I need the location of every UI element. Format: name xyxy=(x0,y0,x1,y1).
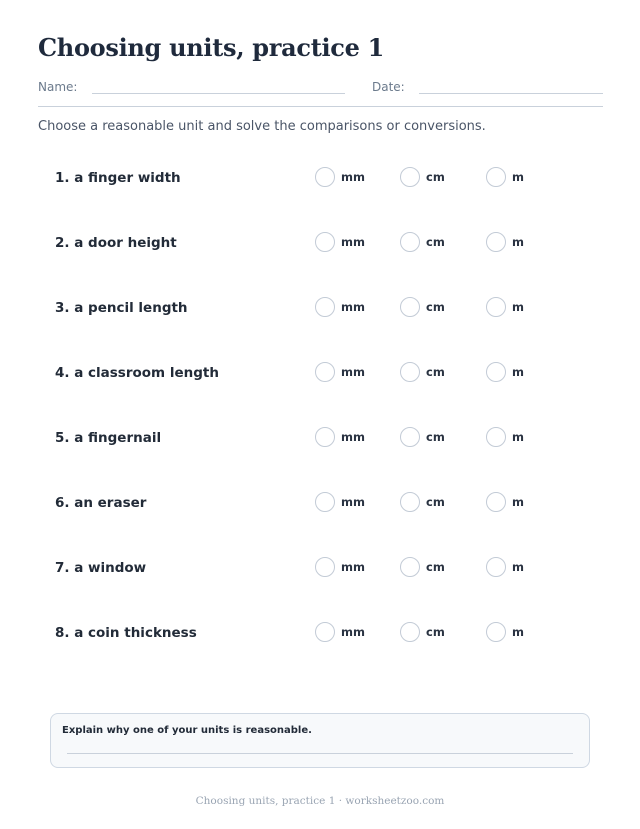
unit-option-label: cm xyxy=(426,625,445,639)
radio-button[interactable] xyxy=(315,557,335,577)
unit-option-label: mm xyxy=(341,235,365,249)
unit-option-label: m xyxy=(512,365,524,379)
page-title: Choosing units, practice 1 xyxy=(38,33,385,62)
unit-option-label: mm xyxy=(341,625,365,639)
question-row xyxy=(55,492,575,518)
radio-button[interactable] xyxy=(315,492,335,512)
question-text: 2. a door height xyxy=(55,235,177,251)
radio-button[interactable] xyxy=(400,557,420,577)
radio-button[interactable] xyxy=(486,297,506,317)
explain-prompt: Explain why one of your units is reasonable. xyxy=(62,725,312,736)
radio-button[interactable] xyxy=(486,232,506,252)
unit-option-label: mm xyxy=(341,560,365,574)
radio-button[interactable] xyxy=(486,557,506,577)
explain-answer-line[interactable] xyxy=(67,753,573,754)
radio-button[interactable] xyxy=(486,622,506,642)
unit-option-label: mm xyxy=(341,365,365,379)
radio-button[interactable] xyxy=(400,427,420,447)
question-text: 5. a fingernail xyxy=(55,430,162,446)
radio-button[interactable] xyxy=(486,362,506,382)
unit-option-label: mm xyxy=(341,300,365,314)
explain-box xyxy=(50,713,590,768)
unit-option-label: cm xyxy=(426,365,445,379)
question-row xyxy=(55,297,575,323)
radio-button[interactable] xyxy=(400,232,420,252)
name-field[interactable] xyxy=(92,93,345,94)
unit-option-label: m xyxy=(512,625,524,639)
unit-option-label: m xyxy=(512,300,524,314)
question-text: 8. a coin thickness xyxy=(55,625,197,641)
unit-option-label: mm xyxy=(341,170,365,184)
name-label: Name: xyxy=(38,80,78,94)
question-text: 6. an eraser xyxy=(55,495,147,511)
question-text: 3. a pencil length xyxy=(55,300,188,316)
unit-option-label: cm xyxy=(426,430,445,444)
footer: Choosing units, practice 1 · worksheetzoo.com xyxy=(195,795,445,807)
unit-option-label: mm xyxy=(341,495,365,509)
question-row xyxy=(55,622,575,648)
question-text: 7. a window xyxy=(55,560,147,576)
unit-option-label: m xyxy=(512,430,524,444)
radio-button[interactable] xyxy=(486,167,506,187)
radio-button[interactable] xyxy=(315,622,335,642)
radio-button[interactable] xyxy=(315,167,335,187)
question-row xyxy=(55,427,575,453)
unit-option-label: m xyxy=(512,495,524,509)
question-row xyxy=(55,167,575,193)
unit-option-label: m xyxy=(512,560,524,574)
unit-option-label: cm xyxy=(426,300,445,314)
unit-option-label: cm xyxy=(426,170,445,184)
radio-button[interactable] xyxy=(400,167,420,187)
radio-button[interactable] xyxy=(400,492,420,512)
date-field[interactable] xyxy=(419,93,603,94)
radio-button[interactable] xyxy=(315,362,335,382)
unit-option-label: m xyxy=(512,235,524,249)
name-date-row xyxy=(38,80,603,104)
instructions: Choose a reasonable unit and solve the comparisons or conversions. xyxy=(38,119,486,134)
unit-option-label: mm xyxy=(341,430,365,444)
radio-button[interactable] xyxy=(486,427,506,447)
date-label: Date: xyxy=(372,80,405,94)
header-divider xyxy=(38,106,603,107)
question-row xyxy=(55,362,575,388)
unit-option-label: cm xyxy=(426,560,445,574)
radio-button[interactable] xyxy=(400,362,420,382)
radio-button[interactable] xyxy=(315,232,335,252)
unit-option-label: cm xyxy=(426,495,445,509)
question-row xyxy=(55,232,575,258)
unit-option-label: cm xyxy=(426,235,445,249)
question-row xyxy=(55,557,575,583)
radio-button[interactable] xyxy=(400,622,420,642)
radio-button[interactable] xyxy=(315,297,335,317)
unit-option-label: m xyxy=(512,170,524,184)
radio-button[interactable] xyxy=(400,297,420,317)
question-text: 1. a finger width xyxy=(55,170,181,186)
radio-button[interactable] xyxy=(486,492,506,512)
question-text: 4. a classroom length xyxy=(55,365,219,381)
radio-button[interactable] xyxy=(315,427,335,447)
